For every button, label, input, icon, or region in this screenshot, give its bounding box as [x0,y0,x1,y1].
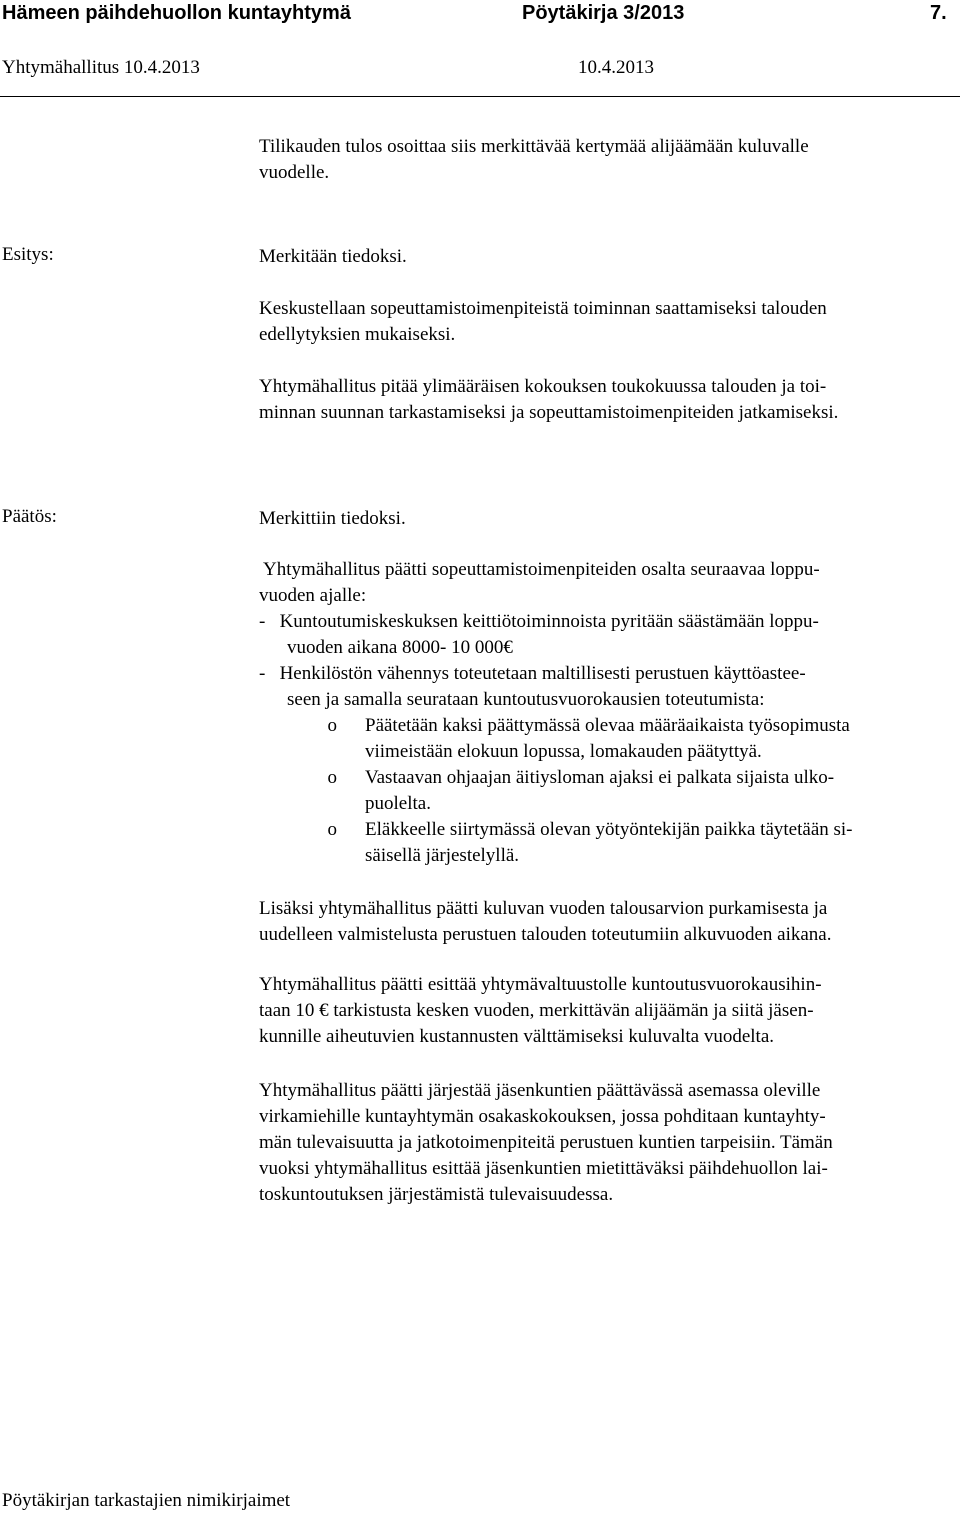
circle-bullet-marker: o [327,715,337,736]
text-line: virkamiehille kuntayhtymän osakaskokouksen, jossa pohditaan kuntayhty- [259,1106,826,1127]
esitys-paragraph-1 [259,244,949,270]
meeting-date: 10.4.2013 [578,57,654,78]
esitys-paragraph-2 [259,296,949,348]
intro-paragraph [259,134,949,186]
text-line: taan 10 € tarkistusta kesken vuoden, merkittävän alijäämän ja siitä jäsen- [259,1000,814,1021]
paatos-paragraph-5 [259,1078,949,1208]
text-line: Merkitään tiedoksi. [259,246,407,267]
text-line: Tilikauden tulos osoittaa siis merkittävää kertymää alijäämään kuluvalle [259,136,809,157]
sub-bullet-text: viimeistään elokuun lopussa, lomakauden päätyttyä. [365,741,762,762]
text-line: Yhtymähallitus pitää ylimääräisen kokouksen toukokuussa talouden ja toi- [259,376,827,397]
dash-item-line: seen ja samalla seurataan kuntoutusvuorokausien toteutumista: [287,689,765,710]
sub-bullet-item [259,765,949,791]
text-line: Keskustellaan sopeuttamistoimenpiteistä toiminnan saattamiseksi talouden [259,298,827,319]
meeting-name: Yhtymähallitus 10.4.2013 [2,57,200,78]
sub-bullet-item [259,713,949,739]
circle-bullet-marker: o [327,767,337,788]
text-line: Merkittiin tiedoksi. [259,508,406,529]
paatos-decision-list [259,557,949,869]
dash-item-line: - Henkilöstön vähennys toteutetaan maltillisesti perustuen käyttöastee- [259,663,806,684]
sub-bullet-text: Päätetään kaksi päättymässä olevaa määräaikaista työsopimusta [365,715,850,736]
text-line: Lisäksi yhtymähallitus päätti kuluvan vuoden talousarvion purkamisesta ja [259,898,828,919]
page-number: 7. [930,2,947,24]
text-line: kunnille aiheutuvien kustannusten välttämiseksi kuluvalta vuodelta. [259,1026,775,1047]
text-line: toskuntoutuksen järjestämistä tulevaisuudessa. [259,1184,614,1205]
dash-item-line: vuoden aikana 8000- 10 000€ [287,637,513,658]
text-line: Yhtymähallitus päätti esittää yhtymävaltuustolle kuntoutusvuorokausihin- [259,974,822,995]
text-line: vuoden ajalle: [259,585,367,606]
text-line: minnan suunnan tarkastamiseksi ja sopeuttamistoimenpiteiden jatkamiseksi. [259,402,839,423]
organization-name: Hämeen päihdehuollon kuntayhtymä [2,2,351,24]
paatos-paragraph-1 [259,506,949,532]
sub-bullet-text: puolelta. [365,793,431,814]
circle-bullet-marker: o [327,819,337,840]
dash-item-line: - Kuntoutumiskeskuksen keittiötoiminnoista pyritään säästämään loppu- [259,611,819,632]
text-line: Yhtymähallitus päätti sopeuttamistoimenpiteiden osalta seuraavaa loppu- [259,559,820,580]
sub-bullet-text: Vastaavan ohjaajan äitiysloman ajaksi ei palkata sijaista ulko- [365,767,835,788]
footer-initials-label: Pöytäkirjan tarkastajien nimikirjaimet [2,1490,291,1511]
paatos-label: Päätös: [2,506,57,527]
header-rule [0,96,960,97]
document-number: Pöytäkirja 3/2013 [522,2,685,24]
sub-bullet-text: Eläkkeelle siirtymässä olevan yötyöntekijän paikka täytetään si- [365,819,853,840]
text-line: edellytyksien mukaiseksi. [259,324,456,345]
sub-bullet-item [259,817,949,843]
paatos-paragraph-3 [259,896,949,948]
text-line: vuoksi yhtymähallitus esittää jäsenkuntien mietittäväksi päihdehuollon lai- [259,1158,828,1179]
esitys-label: Esitys: [2,244,54,265]
text-line: uudelleen valmistelusta perustuen talouden toteutumiin alkuvuoden aikana. [259,924,832,945]
paatos-paragraph-4 [259,972,949,1050]
text-line: vuodelle. [259,162,330,183]
esitys-paragraph-3 [259,374,949,426]
sub-bullet-text: säisellä järjestelyllä. [365,845,520,866]
text-line: män tulevaisuutta ja jatkotoimenpiteitä perustuen kuntien tarpeisiin. Tämän [259,1132,833,1153]
text-line: Yhtymähallitus päätti järjestää jäsenkuntien päättävässä asemassa oleville [259,1080,821,1101]
